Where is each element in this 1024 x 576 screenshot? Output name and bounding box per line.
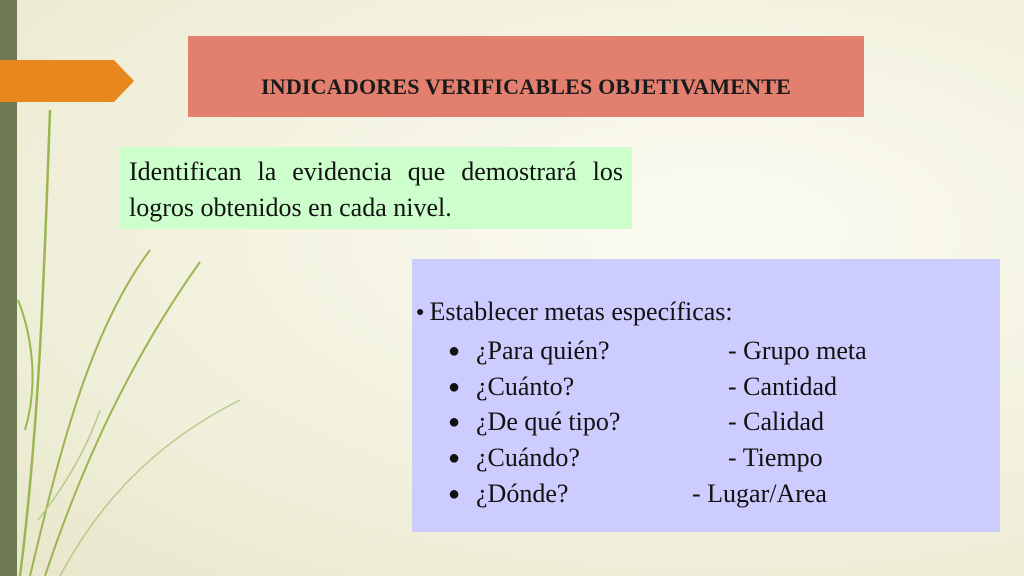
bullet-icon: ● bbox=[416, 305, 425, 320]
bullet-icon: ● bbox=[448, 447, 461, 469]
list-heading bbox=[416, 297, 733, 327]
definition-box bbox=[120, 147, 632, 229]
definition-text: Identifican la evidencia que demostrará los logros obtenidos en cada nivel. bbox=[129, 157, 623, 222]
bullet-icon: ● bbox=[448, 483, 461, 505]
list-item-question: ¿De qué tipo? bbox=[476, 407, 621, 436]
list-item bbox=[448, 479, 568, 509]
list-item-answer: - Cantidad bbox=[728, 372, 838, 401]
list-item bbox=[448, 407, 620, 437]
list-item-answer: - Lugar/Area bbox=[692, 479, 827, 508]
bullet-icon: ● bbox=[448, 376, 461, 398]
list-item bbox=[448, 443, 580, 473]
list-item-answer: - Grupo meta bbox=[728, 336, 867, 365]
list-item-question: ¿Para quién? bbox=[476, 336, 610, 365]
orange-arrow-tab bbox=[0, 60, 134, 102]
list-item bbox=[448, 336, 610, 366]
bullet-icon: ● bbox=[448, 411, 461, 433]
list-item-question: ¿Dónde? bbox=[476, 479, 569, 508]
list-heading-text: Establecer metas específicas: bbox=[429, 297, 733, 326]
list-item bbox=[448, 372, 574, 402]
title-banner bbox=[188, 36, 864, 117]
list-item-question: ¿Cuánto? bbox=[476, 372, 575, 401]
list-item-answer: - Calidad bbox=[728, 407, 825, 436]
slide-title: INDICADORES VERIFICABLES OBJETIVAMENTE bbox=[260, 73, 792, 99]
list-item-question: ¿Cuándo? bbox=[476, 443, 580, 472]
goals-list-box bbox=[412, 259, 1000, 532]
bullet-icon: ● bbox=[448, 340, 461, 362]
list-item-answer: - Tiempo bbox=[728, 443, 823, 472]
